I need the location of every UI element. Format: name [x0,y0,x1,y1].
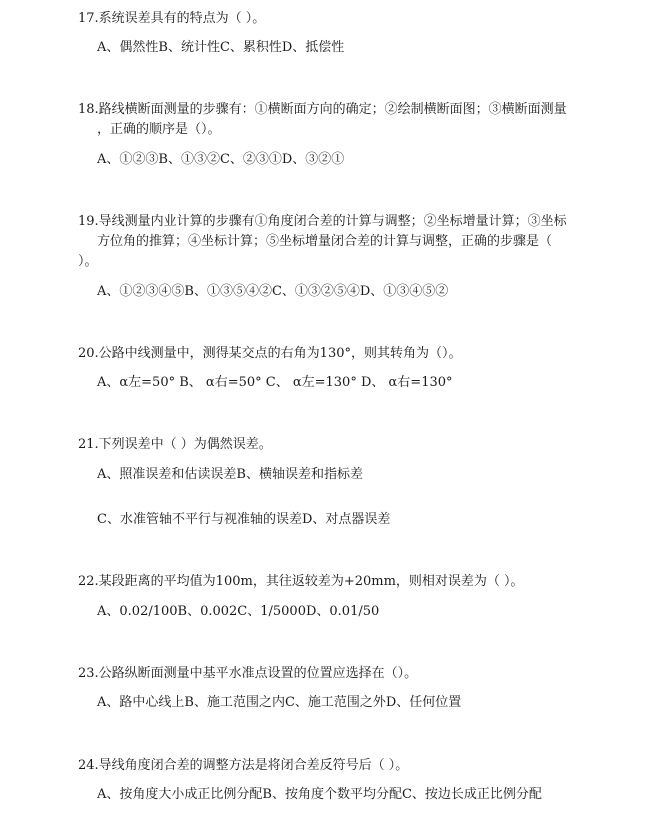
question-21-options-1: A、照准误差和估读误差B、横轴误差和指标差 [97,467,363,482]
question-18-text-cont: ，正确的顺序是（）。 [97,122,221,137]
question-17-options: A、偶然性B、统计性C、累积性D、抵偿性 [97,40,345,55]
question-23-options: A、路中心线上B、施工范围之内C、施工范围之外D、任何位置 [97,695,462,710]
question-22-options: A、0.02/100B、0.002C、1/5000D、0.01/50 [97,604,380,619]
question-21-options-2: C、水准管轴不平行与视准轴的误差D、对点器误差 [97,512,391,527]
question-18-options: A、①②③B、①③②C、②③①D、③②① [97,152,345,167]
question-21-text: 21.下列误差中（ ）为偶然误差。 [78,437,272,452]
question-20-text: 20.公路中线测量中，测得某交点的右角为130°，则其转角为（）。 [78,346,462,361]
question-24-options: A、按角度大小成正比例分配B、按角度个数平均分配C、按边长成正比例分配 [97,787,542,802]
question-24-text: 24.导线角度闭合差的调整方法是将闭合差反符号后（ ）。 [78,758,409,773]
question-17-text: 17.系统误差具有的特点为（ ）。 [78,11,266,26]
question-19-options: A、①②③④⑤B、①③⑤④②C、①③②⑤④D、①③④⑤② [97,284,449,299]
question-19-text-end: ）。 [78,254,98,269]
question-19-text: 19.导线测量内业计算的步骤有①角度闭合差的计算与调整；②坐标增量计算；③坐标 [78,214,567,229]
question-22-text: 22.某段距离的平均值为100m，其往返较差为+20mm，则相对误差为（ ）。 [78,574,524,589]
question-18-text: 18.路线横断面测量的步骤有：①横断面方向的确定；②绘制横断面图；③横断面测量 [78,102,567,117]
question-20-options: A、α左=50° B、 α右=50° C、 α左=130° D、 α右=130° [97,375,453,390]
question-23-text: 23.公路纵断面测量中基平水准点设置的位置应选择在（）。 [78,666,418,681]
question-19-text-cont: 方位角的推算；④坐标计算；⑤坐标增量闭合差的计算与调整，正确的步骤是（ [97,234,553,249]
